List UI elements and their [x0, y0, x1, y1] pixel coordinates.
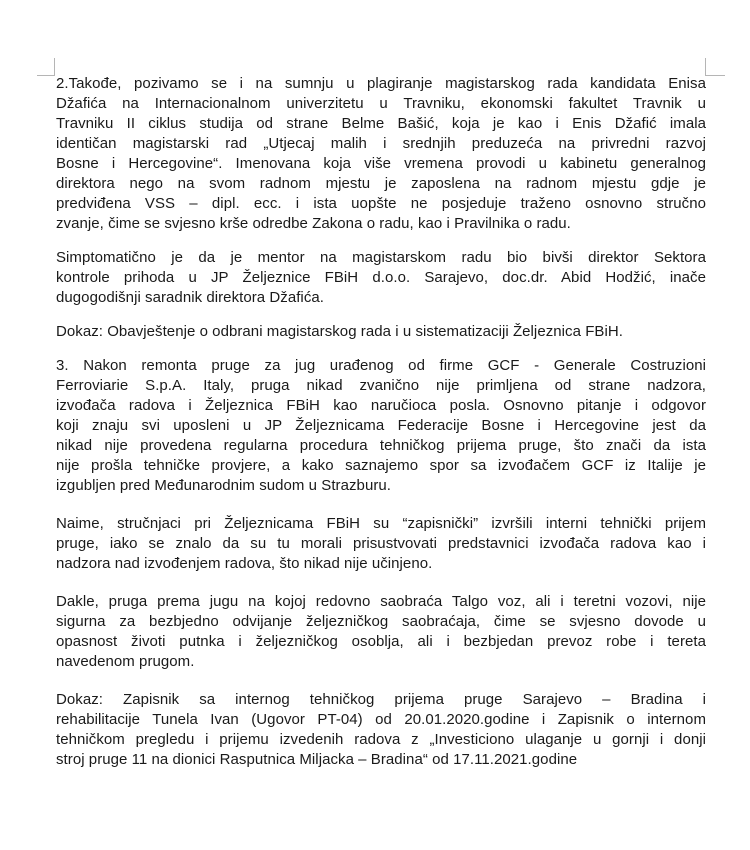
text-line: nikad nije provedena regularna procedura tehničkog prijema pruge, što znači da ista	[56, 437, 706, 454]
paragraph-spacer	[56, 342, 706, 356]
text-line: 2.Takođe, pozivamo se i na sumnju u plagiranje magistarskog rada kandidata Enisa	[56, 75, 706, 92]
text-line: Naime, stručnjaci pri Željeznicama FBiH su “zapisnički” izvršili interni tehnički prijem	[56, 515, 706, 532]
text-line: rehabilitacije Tunela Ivan (Ugovor PT-04) od 20.01.2020.godine i Zapisnik o internom	[56, 711, 706, 728]
paragraph-spacer	[56, 234, 706, 248]
text-line: koji znaju svi uposleni u JP Željeznicama Federacije Bosne i Hercegovine jest da	[56, 417, 706, 434]
text-line: Bosne i Hercegovine“. Imenovana koja više vremena provodi u kabinetu generalnog	[56, 155, 706, 172]
text-line: navedenom prugom.	[56, 653, 195, 670]
paragraph-spacer	[56, 574, 706, 592]
margin-corner-mark-top-left	[37, 75, 55, 76]
text-line: Simptomatično je da je mentor na magistarskom radu bio bivši direktor Sektora	[56, 249, 706, 266]
paragraph-internal-acceptance	[56, 514, 706, 574]
text-line: Dokaz: Zapisnik sa internog tehničkog prijema pruge Sarajevo – Bradina i	[56, 691, 706, 708]
text-line: predviđena VSS – dipl. ecc. i ista uopšte ne posjeduje traženo osnovno stručno	[56, 195, 706, 212]
paragraph-mentor	[56, 248, 706, 308]
margin-corner-mark-top-left	[54, 58, 55, 75]
text-line: tehničkom pregledu i prijemu izvedenih radova z „Investiciono ulaganje u gornji i donji	[56, 731, 706, 748]
text-line: izgubljen pred Međunarodnim sudom u Strazburu.	[56, 477, 391, 494]
text-line: Travniku II ciklus studija od strane Belme Bašić, koja je kao i Enis Džafić imala	[56, 115, 706, 132]
document-body	[56, 74, 706, 770]
margin-corner-mark-top-right	[705, 58, 706, 75]
paragraph-spacer	[56, 308, 706, 322]
text-line: zvanje, čime se svjesno krše odredbe Zakona o radu, kao i Pravilnika o radu.	[56, 215, 571, 232]
text-line: nije prošla tehničke provjere, a kako saznajemo spor sa izvođačem GCF iz Italije je	[56, 457, 706, 474]
text-line: Ferroviarie S.p.A. Italy, pruga nikad zvanično nije primljena od strane nadzora,	[56, 377, 706, 394]
text-line: stroj pruge 11 na dionici Rasputnica Miljacka – Bradina“ od 17.11.2021.godine	[56, 751, 578, 768]
margin-corner-mark-top-right	[705, 75, 725, 76]
paragraph-spacer	[56, 672, 706, 690]
text-line: kontrole prihoda u JP Željeznice FBiH d.o.o. Sarajevo, doc.dr. Abid Hodžić, inače	[56, 269, 706, 286]
text-line: dugogodišnji saradnik direktora Džafića.	[56, 289, 324, 306]
paragraph-spacer	[56, 496, 706, 514]
paragraph-railway-repair	[56, 356, 706, 496]
paragraph-evidence-2	[56, 690, 706, 770]
text-line: 3. Nakon remonta pruge za jug urađenog od firme GCF - Generale Costruzioni	[56, 357, 706, 374]
text-line: Dokaz: Obavještenje o odbrani magistarskog rada i u sistematizaciji Željeznica FBiH.	[56, 323, 623, 340]
paragraph-evidence-1	[56, 322, 706, 342]
paragraph-plagiarism-claim	[56, 74, 706, 234]
paragraph-safety	[56, 592, 706, 672]
text-line: pruge, iako se znalo da su tu morali prisustvovati predstavnici izvođača radova kao i	[56, 535, 706, 552]
text-line: opasnost životi putnka i željezničkog osoblja, ali i bezbjedan prevoz robe i tereta	[56, 633, 706, 650]
text-line: sigurna za bezbjedno odvijanje željezničkog saobraćaja, čime se svjesno dovode u	[56, 613, 706, 630]
text-line: nadzora nad izvođenjem radova, što nikad nije učinjeno.	[56, 555, 433, 572]
text-line: direktora nego na svom radnom mjestu je zaposlena na radnom mjestu gdje je	[56, 175, 706, 192]
text-line: Dakle, pruga prema jugu na kojoj redovno saobraća Talgo voz, ali i teretni vozovi, nije	[56, 593, 706, 610]
text-line: Džafića na Internacionalnom univerzitetu u Travniku, ekonomski fakultet Travnik u	[56, 95, 706, 112]
text-line: identičan magistarski rad „Utjecaj malih i srednjih preduzeća na privredni razvoj	[56, 135, 706, 152]
text-line: izvođača radova i Željeznica FBiH kao naručioca posla. Osnovno pitanje i odgovor	[56, 397, 706, 414]
